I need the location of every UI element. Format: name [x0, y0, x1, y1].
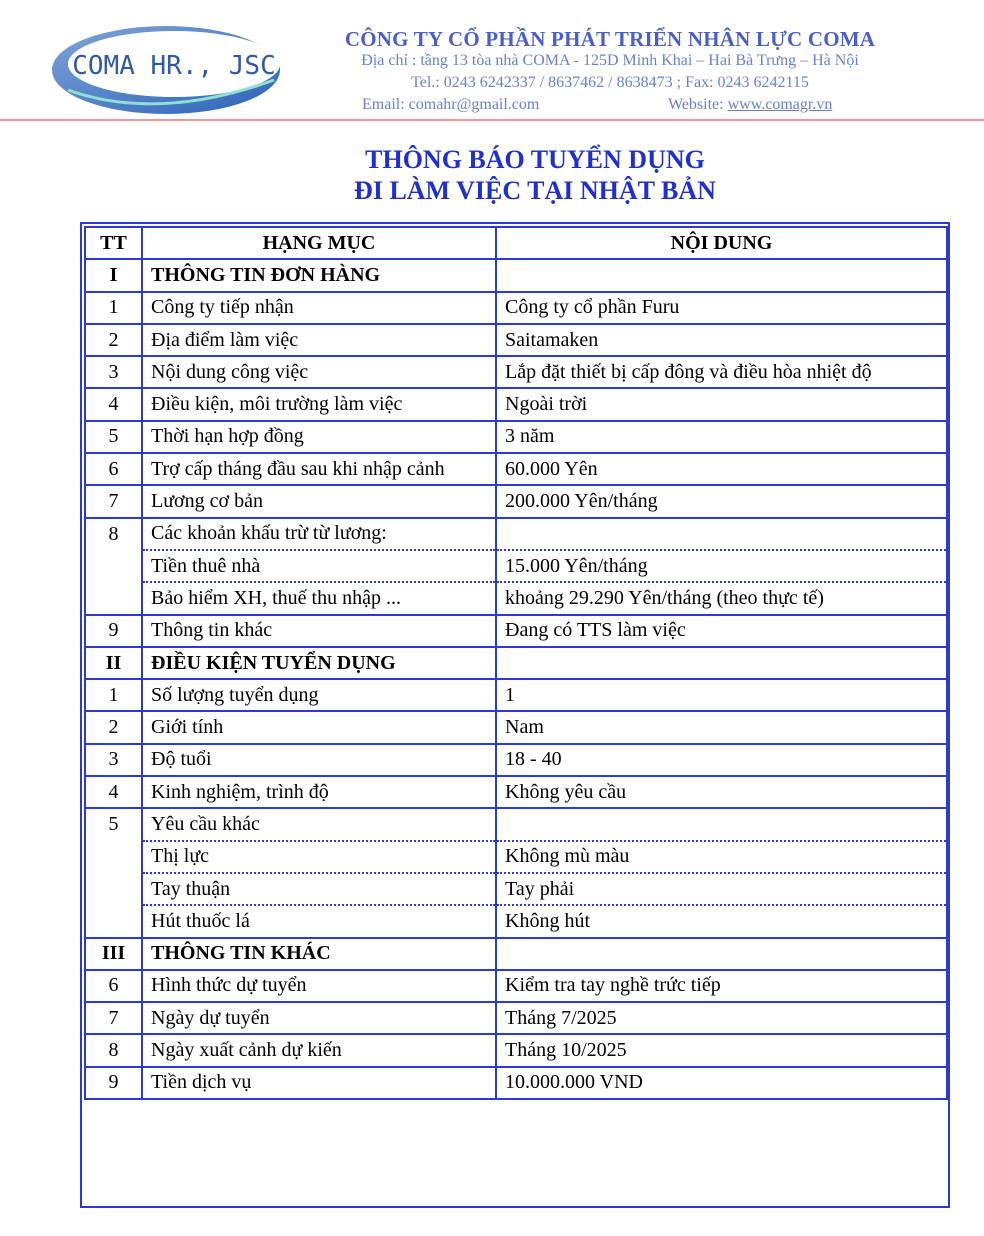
- table-row: 7 Lương cơ bản 200.000 Yên/tháng: [85, 485, 947, 517]
- table-row: 8 Ngày xuất cảnh dự kiến Tháng 10/2025: [85, 1034, 947, 1066]
- table-row: 5 Thời hạn hợp đồng 3 năm: [85, 421, 947, 453]
- recruitment-table-frame: [80, 222, 950, 1208]
- table-row: 3 Nội dung công việc Lắp đặt thiết bị cấp đông và điều hòa nhiệt độ: [85, 356, 947, 388]
- table-row: 4 Điều kiện, môi trường làm việc Ngoài trời: [85, 388, 947, 420]
- title-line-1: THÔNG BÁO TUYỂN DỤNG: [365, 145, 705, 174]
- table-row: 9 Thông tin khác Đang có TTS làm việc: [85, 615, 947, 647]
- table-subrow: Bảo hiểm XH, thuế thu nhập ... khoảng 29.290 Yên/tháng (theo thực tế): [85, 582, 947, 614]
- table-row: 5 Yêu cầu khác: [85, 808, 947, 840]
- table-row: 4 Kinh nghiệm, trình độ Không yêu cầu: [85, 776, 947, 808]
- table-row: 6 Hình thức dự tuyển Kiểm tra tay nghề trức tiếp: [85, 970, 947, 1002]
- table-subrow: Thị lực Không mù màu: [85, 841, 947, 873]
- table-header-row: [85, 227, 947, 259]
- section-number: III: [85, 938, 142, 970]
- section-title: THÔNG TIN KHÁC: [142, 938, 496, 970]
- table-row: 9 Tiền dịch vụ 10.000.000 VND: [85, 1067, 947, 1099]
- company-email: Email: comahr@gmail.com: [362, 96, 540, 113]
- title-line-2: ĐI LÀM VIỆC TẠI NHẬT BẢN: [354, 176, 716, 205]
- website-link[interactable]: www.comagr.vn: [727, 96, 833, 113]
- recruitment-table: [84, 226, 948, 1100]
- table-row: 3 Độ tuổi 18 - 40: [85, 744, 947, 776]
- table-row: 8 Các khoản khấu trừ từ lương:: [85, 518, 947, 550]
- table-row: 7 Ngày dự tuyển Tháng 7/2025: [85, 1002, 947, 1034]
- company-phone: Tel.: 0243 6242337 / 8637462 / 8638473 ; Fax: 0243 6242115: [411, 74, 809, 91]
- header-divider: [0, 119, 984, 121]
- section-row-1: [85, 259, 947, 291]
- company-logo: [48, 20, 288, 118]
- header-tt: TT: [85, 227, 142, 259]
- company-address: Địa chỉ : tầng 13 tòa nhà COMA - 125D Minh Khai – Hai Bà Trưng – Hà Nội: [361, 52, 859, 69]
- header-item: HẠNG MỤC: [142, 227, 496, 259]
- section-row-3: [85, 938, 947, 970]
- table-row: 6 Trợ cấp tháng đầu sau khi nhập cảnh 60.000 Yên: [85, 453, 947, 485]
- table-subrow: Hút thuốc lá Không hút: [85, 905, 947, 937]
- section-number: II: [85, 647, 142, 679]
- section-title: THÔNG TIN ĐƠN HÀNG: [142, 259, 496, 291]
- table-subrow: Tay thuận Tay phải: [85, 873, 947, 905]
- document-title: [80, 144, 984, 206]
- table-row: 2 Giới tính Nam: [85, 711, 947, 743]
- company-name: CÔNG TY CỔ PHẦN PHÁT TRIỂN NHÂN LỰC COMA: [344, 27, 876, 51]
- company-info: [300, 28, 920, 116]
- section-title: ĐIỀU KIỆN TUYỂN DỤNG: [142, 647, 496, 679]
- table-subrow: Tiền thuê nhà 15.000 Yên/tháng: [85, 550, 947, 582]
- section-number: I: [85, 259, 142, 291]
- header-content: NỘI DUNG: [496, 227, 947, 259]
- table-row: 2 Địa điểm làm việc Saitamaken: [85, 324, 947, 356]
- letterhead: [0, 0, 984, 122]
- logo-text: COMA HR., JSC: [72, 51, 276, 81]
- table-row: 1 Công ty tiếp nhận Công ty cổ phần Furu: [85, 292, 947, 324]
- website-label: Website:: [668, 96, 728, 113]
- section-row-2: [85, 647, 947, 679]
- table-row: 1 Số lượng tuyển dụng 1: [85, 679, 947, 711]
